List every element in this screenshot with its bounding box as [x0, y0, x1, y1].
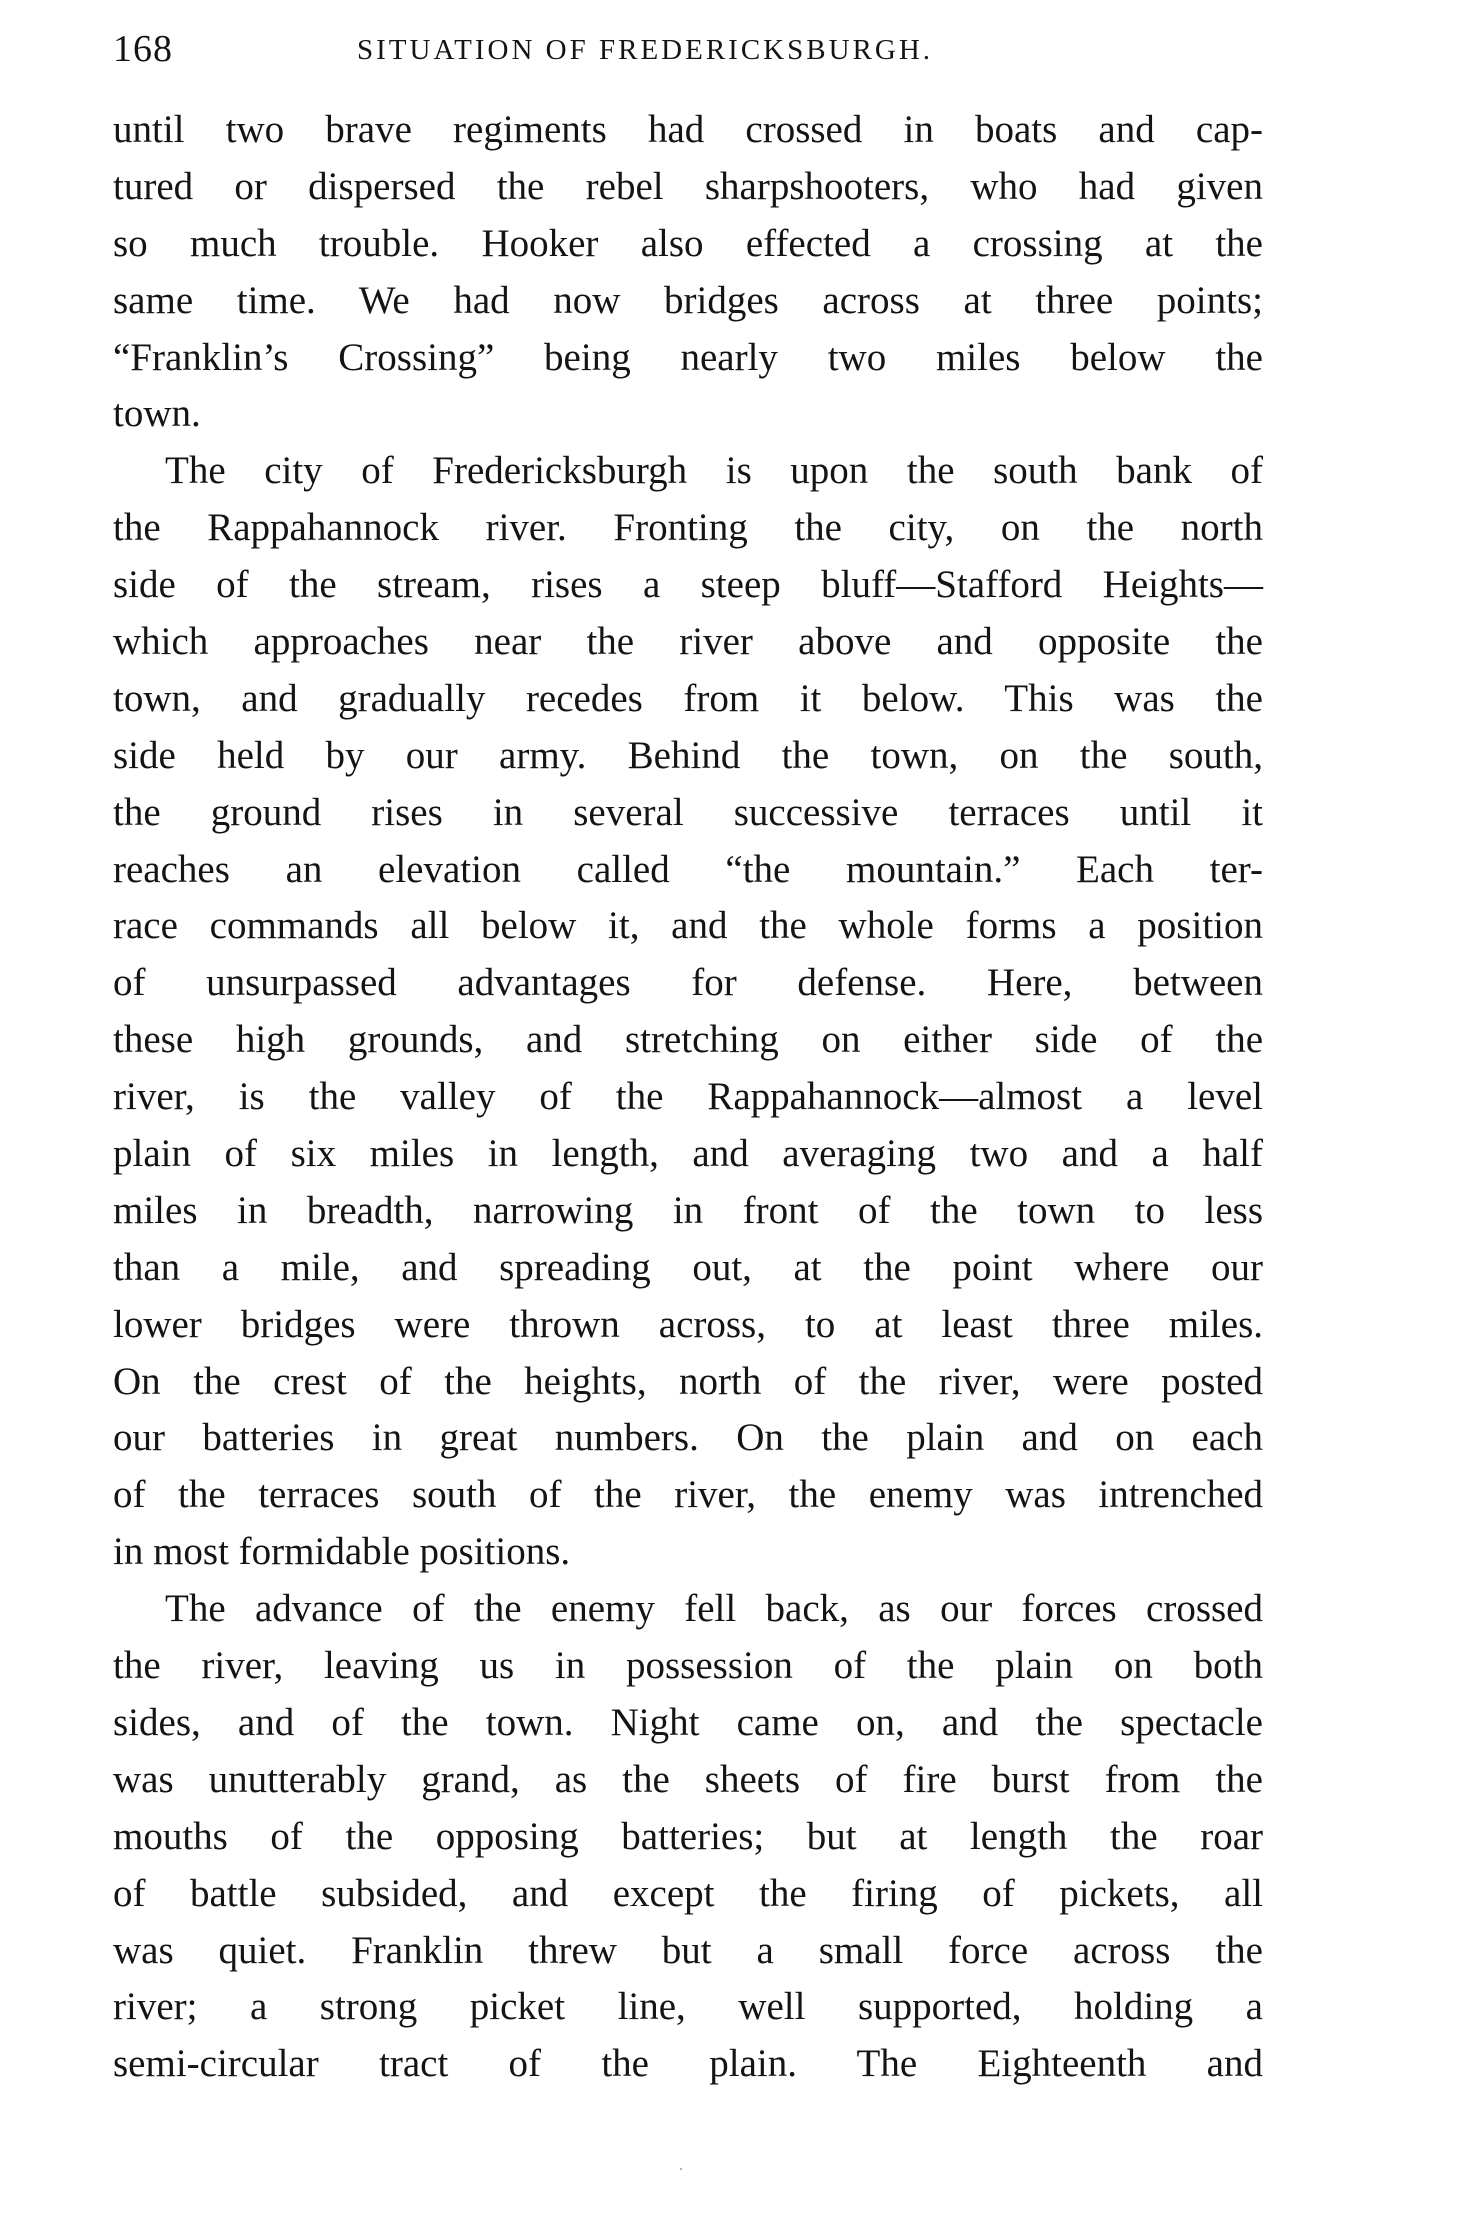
body-text	[113, 102, 1263, 2093]
text-line: so much trouble. Hooker also effected a crossing at the	[113, 221, 1263, 265]
text-line: miles in breadth, narrowing in front of the town to less	[113, 1188, 1263, 1232]
text-line: was unutterably grand, as the sheets of fire burst from the	[113, 1757, 1263, 1801]
text-line: The city of Fredericksburgh is upon the south bank of	[165, 449, 1263, 493]
text-line: “Franklin’s Crossing” being nearly two miles below the	[113, 335, 1263, 379]
text-line: plain of six miles in length, and averaging two and a half	[113, 1132, 1263, 1176]
text-line: river; a strong picket line, well supported, holding a	[113, 1985, 1263, 2029]
text-line: side of the stream, rises a steep bluff—Stafford Heights—	[113, 563, 1263, 607]
running-head: SITUATION OF FREDERICKSBURGH.	[357, 34, 934, 66]
paper-speck	[680, 2168, 682, 2170]
text-line: river, is the valley of the Rappahannock—almost a level	[113, 1075, 1263, 1119]
text-line: which approaches near the river above and opposite the	[113, 620, 1263, 664]
text-line: sides, and of the town. Night came on, and the spectacle	[113, 1700, 1263, 1744]
text-line: semi-circular tract of the plain. The Eighteenth and	[113, 2042, 1263, 2086]
text-line: reaches an elevation called “the mountain.” Each ter-	[113, 847, 1263, 891]
text-line: the river, leaving us in possession of the plain on both	[113, 1644, 1263, 1688]
text-line: in most formidable positions.	[113, 1530, 571, 1574]
text-line: of the terraces south of the river, the enemy was intrenched	[113, 1473, 1263, 1517]
text-line: than a mile, and spreading out, at the point where our	[113, 1245, 1263, 1289]
text-line: town, and gradually recedes from it below. This was the	[113, 676, 1263, 720]
text-line: of battle subsided, and except the firing of pickets, all	[113, 1871, 1263, 1915]
text-line: town.	[113, 392, 201, 436]
paragraph-2	[113, 443, 1263, 1581]
text-line: tured or dispersed the rebel sharpshooters, who had given	[113, 164, 1263, 208]
paragraph-3	[113, 1581, 1263, 2093]
text-line: lower bridges were thrown across, to at least three miles.	[113, 1302, 1263, 1346]
text-line: these high grounds, and stretching on either side of the	[113, 1018, 1263, 1062]
text-line: race commands all below it, and the whole forms a position	[113, 904, 1263, 948]
text-line: the ground rises in several successive terraces until it	[113, 790, 1263, 834]
text-line: side held by our army. Behind the town, on the south,	[113, 733, 1263, 777]
text-line: mouths of the opposing batteries; but at length the roar	[113, 1814, 1263, 1858]
text-line: was quiet. Franklin threw but a small force across the	[113, 1928, 1263, 1972]
text-line: our batteries in great numbers. On the plain and on each	[113, 1416, 1263, 1460]
text-line: The advance of the enemy fell back, as our forces crossed	[165, 1587, 1263, 1631]
paragraph-1	[113, 102, 1263, 443]
text-line: until two brave regiments had crossed in boats and cap-	[113, 108, 1263, 151]
text-line: the Rappahannock river. Fronting the city, on the north	[113, 506, 1263, 550]
text-line: of unsurpassed advantages for defense. Here, between	[113, 961, 1263, 1005]
page-number: 168	[113, 28, 173, 70]
text-line: same time. We had now bridges across at three points;	[113, 278, 1263, 322]
text-line: On the crest of the heights, north of the river, were posted	[113, 1359, 1263, 1403]
page-header	[113, 24, 1263, 74]
